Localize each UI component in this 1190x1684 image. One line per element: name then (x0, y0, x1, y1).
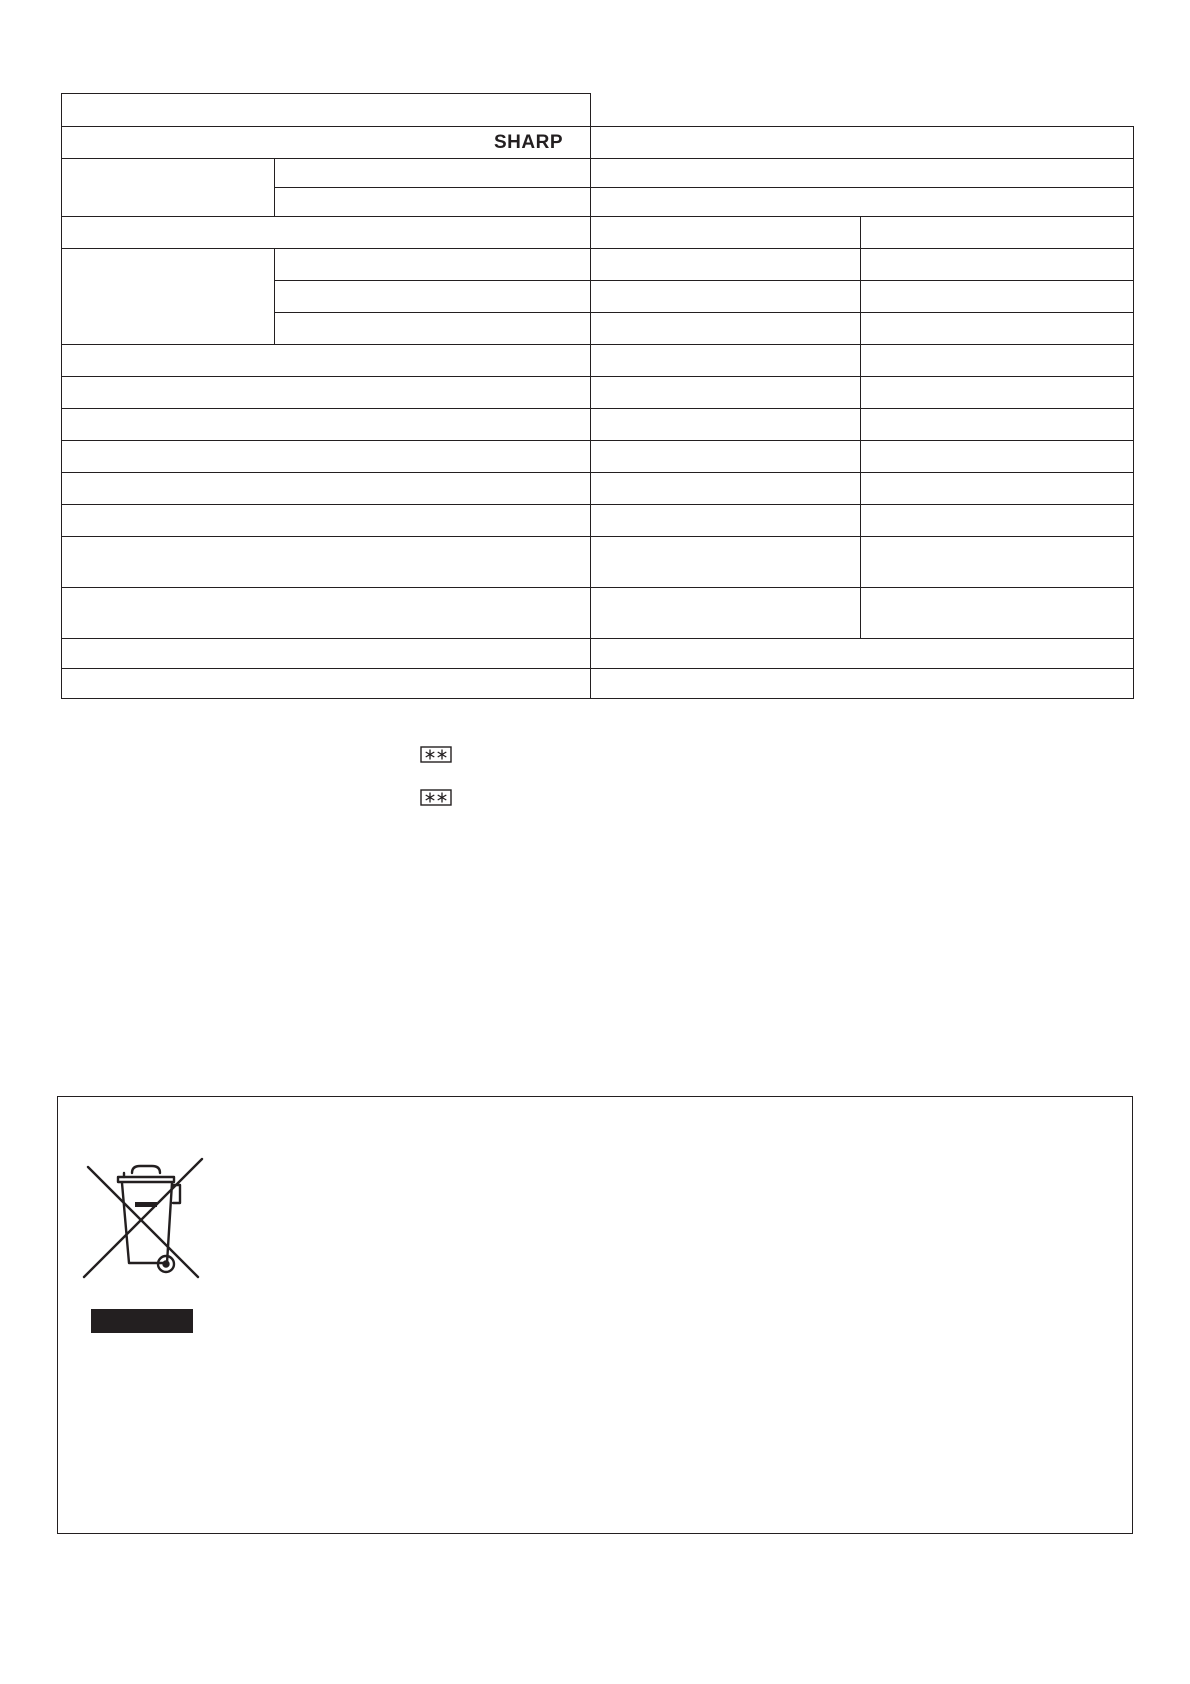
table-cell (62, 473, 591, 505)
table-cell (275, 249, 591, 281)
table-cell (591, 127, 1134, 159)
table-title-cell (62, 94, 591, 127)
table-cell (861, 345, 1134, 377)
table-cell (62, 217, 591, 249)
table-cell (861, 441, 1134, 473)
table-cell (861, 537, 1134, 588)
table-row (62, 639, 1134, 669)
table-cell (861, 377, 1134, 409)
table-cell (62, 588, 591, 639)
table-cell (275, 159, 591, 188)
table-cell (591, 537, 861, 588)
table-cell (275, 188, 591, 217)
table-cell (591, 409, 861, 441)
table-cell (275, 281, 591, 313)
two-star-freezer-icon (420, 789, 452, 806)
table-cell (62, 639, 591, 669)
table-row (62, 217, 1134, 249)
table-cell (591, 639, 1134, 669)
table-row (62, 441, 1134, 473)
table-cell (62, 505, 591, 537)
two-star-freezer-icon (420, 746, 452, 763)
table-cell (861, 409, 1134, 441)
table-cell (62, 537, 591, 588)
table-cell (861, 313, 1134, 345)
table-row (62, 345, 1134, 377)
table-cell (861, 473, 1134, 505)
table-cell (591, 669, 1134, 699)
table-cell (62, 441, 591, 473)
table-blank-cell (591, 94, 1134, 127)
table-row (62, 588, 1134, 639)
table-cell (62, 409, 591, 441)
table-cell (861, 249, 1134, 281)
table-cell (861, 505, 1134, 537)
table-cell (591, 217, 861, 249)
table-row (62, 505, 1134, 537)
brand-cell (62, 127, 591, 159)
table-cell (861, 217, 1134, 249)
table-cell (591, 188, 1134, 217)
table-cell (591, 505, 861, 537)
table-cell (62, 345, 591, 377)
table-cell (62, 377, 591, 409)
table-cell (62, 669, 591, 699)
table-row (62, 409, 1134, 441)
crossed-out-wheelie-bin-icon (80, 1155, 208, 1283)
table-row (62, 159, 1134, 188)
table-cell (275, 313, 591, 345)
table-row (62, 669, 1134, 699)
table-row (62, 473, 1134, 505)
disposal-info-box (57, 1096, 1133, 1534)
weee-black-bar (91, 1309, 193, 1333)
specification-table (61, 93, 1134, 699)
table-row (62, 249, 1134, 281)
table-cell (591, 313, 861, 345)
table-cell (62, 249, 275, 345)
table-cell (62, 159, 275, 217)
sharp-logo: SHARP (493, 132, 563, 153)
table-cell (591, 345, 861, 377)
table-row (62, 94, 1134, 127)
table-row (62, 127, 1134, 159)
table-cell (861, 281, 1134, 313)
table-cell (591, 473, 861, 505)
table-cell (591, 441, 861, 473)
table-cell (591, 159, 1134, 188)
table-cell (591, 377, 861, 409)
table-cell (591, 588, 861, 639)
table-row (62, 537, 1134, 588)
table-row (62, 377, 1134, 409)
table-cell (591, 281, 861, 313)
table-cell (591, 249, 861, 281)
table-cell (861, 588, 1134, 639)
